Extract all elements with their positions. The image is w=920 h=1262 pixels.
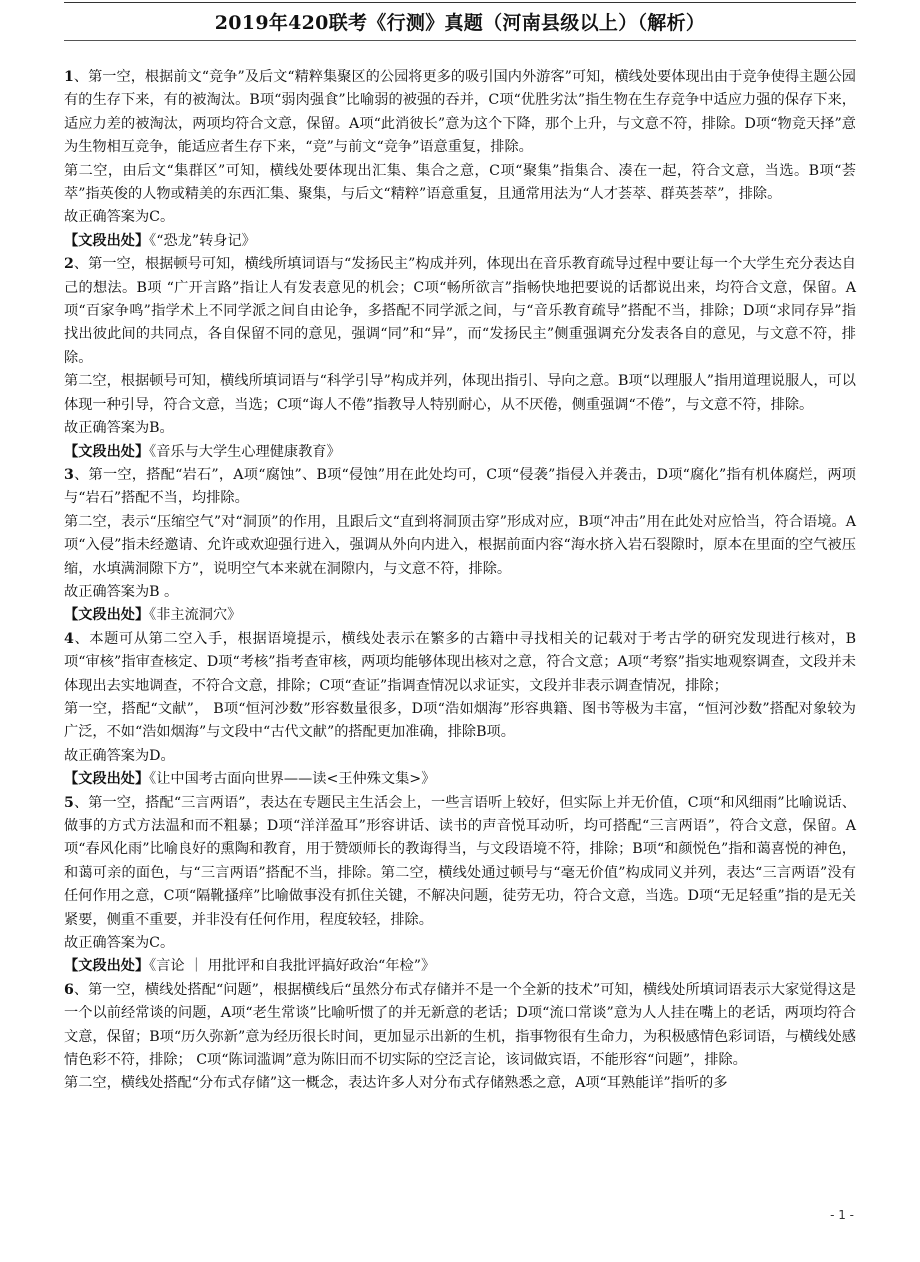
question-analysis-paragraph: [64, 66, 856, 160]
analysis-paragraph: [64, 370, 856, 417]
source-label: 【文段出处】: [64, 771, 150, 788]
source-label: 【文段出处】: [64, 232, 150, 249]
document-title: 2019年420联考《行测》真题（河南县级以上）（解析）: [214, 12, 706, 34]
source-title: 《非主流洞穴》: [149, 607, 242, 624]
paragraph-text: 、第一空，横线处搭配“问题”，根据横线后“虽然分布式存储并不是一个全新的技术”可知，横线处所填词语表示大家觉得这是一个以前经常谈的问题，A项“老生常谈”比喻听惯了的并无新意的老话；D项“流口常谈”意为人人挂在嘴上的老话，两项均符合文意，保留；B项“历久弥新”意为经历很长时间，更加显示出新的生机，指事物很有生命力，为积极感情色彩词语，与横线处感情色彩不符，排除； C项“陈词滥调”意为陈旧而不切实际的空泛言论，该词做宾语，不能形容“问题”，排除。: [64, 981, 856, 1069]
question-analysis-paragraph: [64, 979, 856, 1073]
analysis-paragraph: [64, 511, 856, 581]
source-title: 《“恐龙”转身记》: [149, 232, 256, 249]
paragraph-text: 第二空，横线处搭配“分布式存储”这一概念，表达许多人对分布式存储熟悉之意，A项“耳熟能详”指听的多: [64, 1075, 728, 1092]
answer-line: 故正确答案为C。: [64, 209, 175, 226]
paragraph-text: 、第一空，根据前文“竞争”及后文“精粹集聚区的公园将更多的吸引国内外游客”可知，横线处要体现出由于竞争使得主题公园有的生存下来，有的被淘汰。B项“弱肉强食”比喻弱的被强的吞并，C项“优胜劣汰”指生物在生存竞争中适应力强的保存下来，适应力差的被淘汰，两项均符合文意，保留。A项“此消彼长”意为这个下降，那个上升，与文意不符，排除。D项“物竞天择”意为生物相互竞争，能适应者生存下来，“竞”与前文“竞争”语意重复，排除。: [64, 69, 856, 156]
source-title: 《言论 ｜ 用批评和自我批评搞好政治“年检”》: [149, 958, 436, 975]
source-line: [64, 441, 856, 464]
question-analysis-paragraph: [64, 253, 856, 370]
answer-line: 故正确答案为C。: [64, 935, 175, 952]
answer-line: 故正确答案为B 。: [64, 583, 179, 600]
source-label: 【文段出处】: [64, 958, 150, 975]
question-number: 6: [64, 981, 74, 998]
source-label: 【文段出处】: [64, 607, 150, 624]
paragraph-text: 、本题可从第二空入手，根据语境提示，横线处表示在繁多的古籍中寻找相关的记载对于考古学的研究发现进行核对，B项“审核”指审查核定、D项“考核”指考查审核，两项均能够体现出核对之意，符合文意；A项“考察”指实地观察调查，文段并未体现出去实地调查，不符合文意，排除；C项“查证”指调查情况以求证实，文段并非表示调查情况，排除；: [64, 630, 856, 694]
paragraph-text: 第二空，由后文“集群区”可知，横线处要体现出汇集、集合之意，C项“聚集”指集合、凑在一起，符合文意，当选。B项“荟萃”指英俊的人物或精美的东西汇集、聚集，与后文“精粹”语意重复，且通常用法为“人才荟萃、群英荟萃”，排除。: [64, 162, 856, 203]
paragraph-text: 、第一空，搭配“岩石”，A项“腐蚀”、B项“侵蚀”用在此处均可，C项“侵袭”指侵入并袭击，D项“腐化”指有机体腐烂，两项与“岩石”搭配不当，均排除。: [64, 466, 856, 507]
source-line: [64, 230, 856, 253]
page-number: - 1 -: [830, 1208, 854, 1222]
source-title: 《音乐与大学生心理健康教育》: [149, 443, 341, 460]
source-line: [64, 768, 856, 791]
question-analysis-paragraph: [64, 792, 856, 932]
question-number: 2: [64, 256, 74, 273]
source-label: 【文段出处】: [64, 443, 150, 460]
question-number: 1: [64, 69, 74, 85]
paragraph-text: 、第一空，根据顿号可知，横线所填词语与“发扬民主”构成并列，体现出在音乐教育疏导过程中要让每一个大学生充分表达自己的想法。B项 “广开言路”指让人有发表意见的机会；C项“畅所欲言”指畅快地把要说的话都说出来，均符合文意，保留。A项“百家争鸣”指学术上不同学派之间自由论争，多搭配不同学派之间，与“音乐教育疏导”搭配不当，排除；D项“求同存异”指找出彼此间的共同点，各自保留不同的意见，强调“同”和“异”，而“发扬民主”侧重强调充分发表各自的意见，与文意不符，排除。: [64, 256, 856, 366]
paragraph-text: 第二空，表示“压缩空气”对“洞顶”的作用，且跟后文“直到将洞顶击穿”形成对应，B项“冲击”用在此处对应恰当，符合语境。A项“入侵”指未经邀请、允许或欢迎强行进入，强调从外向内进入，根据前面内容“海水挤入岩石裂隙时，原本在里面的空气被压缩，水填满洞隙下方”，说明空气本来就在洞隙内，与文意不符，排除。: [64, 513, 856, 577]
document-body: [64, 66, 856, 1096]
analysis-paragraph: [64, 698, 856, 745]
paragraph-text: 第二空，根据顿号可知，横线所填词语与“科学引导”构成并列，体现出指引、导向之意。B项“以理服人”指用道理说服人，可以体现一种引导，符合文意，当选；C项“诲人不倦”指教导人特别耐心，从不厌倦，侧重强调“不倦”，与文意不符，排除。: [64, 373, 856, 413]
source-line: [64, 604, 856, 627]
source-title: 《让中国考古面向世界——读<王仲殊文集>》: [149, 771, 436, 788]
question-analysis-paragraph: [64, 628, 856, 698]
question-analysis-paragraph: [64, 464, 856, 511]
paragraph-text: 第一空，搭配“文献”， B项“恒河沙数”形容数量很多，D项“浩如烟海”形容典籍、图书等极为丰富，“恒河沙数”搭配对象较为广泛，不如“浩如烟海”与文段中“古代文献”的搭配更加准确，排除B项。: [64, 700, 856, 741]
source-line: [64, 955, 856, 978]
paragraph-text: 、第一空，搭配“三言两语”，表达在专题民主生活会上，一些言语听上较好，但实际上并无价值，C项“和风细雨”比喻说话、做事的方式方法温和而不粗暴；D项“洋洋盈耳”形容讲话、读书的声音悦耳动听，均可搭配“三言两语”，符合文意，保留。A项“春风化雨”比喻良好的熏陶和教育，用于赞颂师长的教诲得当，与文段语境不符，排除；B项“和颜悦色”指和蔼喜悦的神色，和蔼可亲的面色，与“三言两语”搭配不当，排除。第二空，横线处通过顿号与“毫无价值”构成同义并列，表达“三言两语”没有任何作用之意，C项“隔靴搔痒”比喻做事没有抓住关键，不解决问题，徒劳无功，符合文意，当选。D项“无足轻重”指的是无关紧要，侧重不重要，并非没有任何作用，程度较轻，排除。: [64, 794, 856, 928]
answer-line: 故正确答案为B。: [64, 420, 174, 437]
header-rule: [64, 2, 856, 3]
analysis-paragraph: [64, 160, 856, 207]
question-number: 5: [64, 794, 74, 811]
analysis-paragraph: [64, 1072, 856, 1095]
question-number: 3: [64, 466, 74, 483]
answer-line: 故正确答案为D。: [64, 747, 175, 764]
question-number: 4: [64, 630, 74, 647]
title-underline: [64, 40, 856, 41]
